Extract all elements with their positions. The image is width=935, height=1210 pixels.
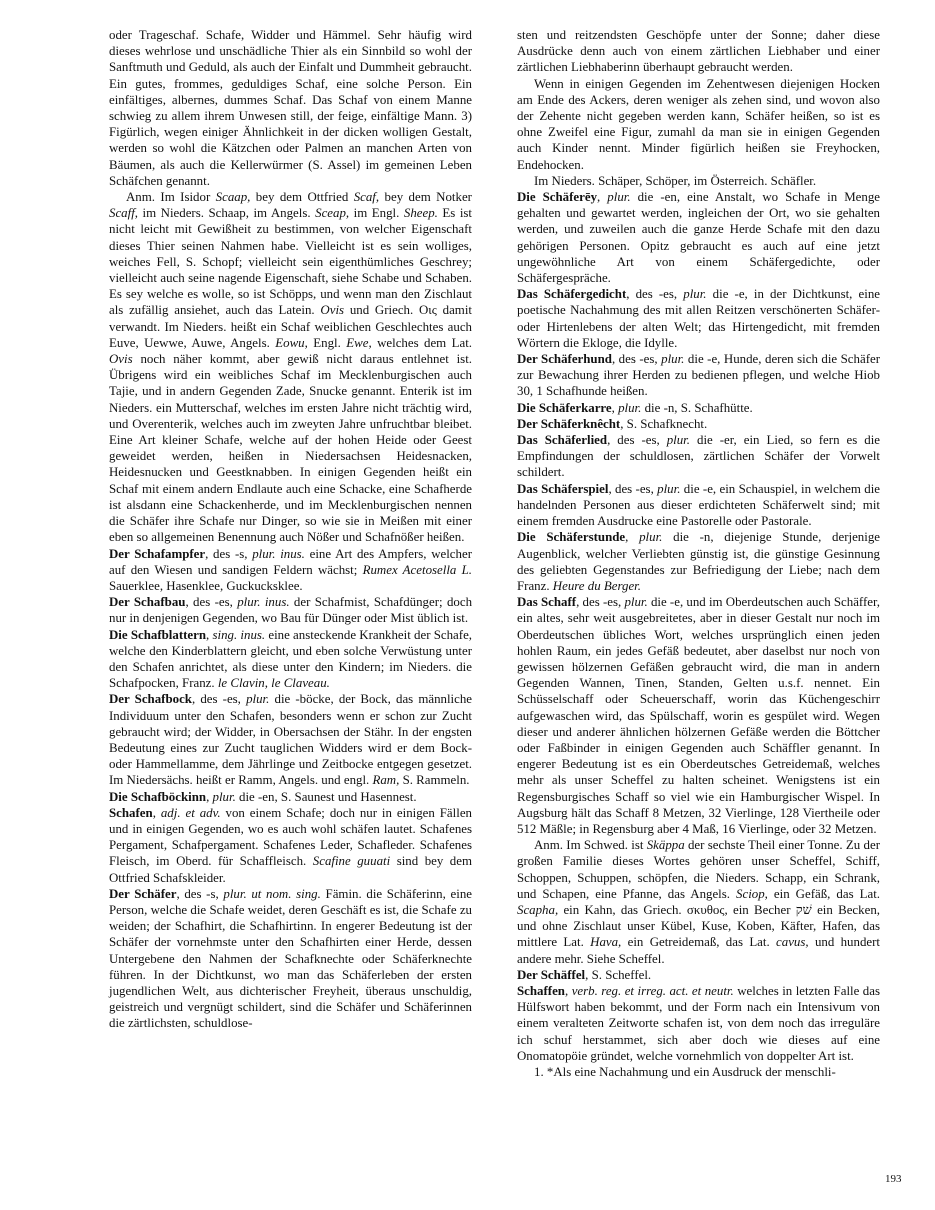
- italic-term: Skäppa: [646, 838, 685, 853]
- italic-term: plur. ut nom. sing.: [223, 886, 321, 901]
- text-run: die -en, S. Saunest und Hasennest.: [235, 789, 417, 804]
- text-run: welches dem Lat.: [371, 335, 473, 350]
- text-run: der Schafmist, Schafdünger; doch nur in denjenigen Gegenden, wo Bau für Dünger oder Mist üblich ist.: [109, 595, 473, 626]
- italic-term: plur.: [624, 595, 648, 610]
- italic-term: verb. reg. et irreg. act. et neutr.: [571, 983, 734, 998]
- paragraph: [517, 1064, 880, 1080]
- text-run: noch näher kommt, aber gewiß nicht daraus entlehnet ist. Übrigens wird ein weibliches Schaf im Mecklenburgischen auch Tajie, und in andern Gegenden Zade, Snucke genannt. Enterik ist im Nieders. ein Mutterschaf, welches im ersten Jahre nicht trächtig wird, und Overenterik, welches auch im zweyten Jahre unfruchtbar bleibet. Eine Art kleiner Schafe, welche auf der hohen Heide oder Geest geweidet werden, heißen in Niedersachsen Heidesnacken, Heidesnucken und Geestknabben. In einigen Gegenden heißt ein Schaf mit einem andern Endlaute auch eine Schacke, eine Schafherde ist alsdann eine Schackenherde, und im Mecklenburgischen nennen die Schäfer ihre Schafe nur Dinger, so wie sie in Meißen mit einer eben so allgemeinen Benennung auch Nößer und Schafnößer heißen.: [109, 352, 472, 545]
- text-run: die -e, und im Oberdeutschen auch Schäffer, ein altes, sehr weit ausgebreitetes, aber in dieser Gestalt nur noch im Oberdeutschen übliches Wort, welches ursprünglich einen jeden hohlen Raum, ein jedes Gefäß bedeutet, aber daselbst nur noch von gewissen hölzernen Gefäßen gebraucht wird, die man in andern Gegenden Wannen, Tinen, Standen, Gelten u.s.f. nennet. Ein Schüsselschaff oder Scheuerschaff, worin das Küchengeschirr aufgewaschen wird, das Spülschaff, worin es gespület wird. Wegen dieser und anderer ähnlichen hölzernen Gefäße werden die Böttcher oder Faßbinder in einigen Gegenden auch Schäffler genannt. In engerer Bedeutung ist es ein Oberdeutsches Getreidemaß, welches mehr als unser Scheffel zu halten scheinet. Wenigstens ist ein Regensburgisches Schaff so viel wie ein Hamburgischer Wispel. In Augsburg hält das Schaff 8 Metzen, 32 Vierlinge, 128 Viertheile oder 512 Mäßle; in Regensburg aber 4 Maß, 16 Vierlinge, oder 32 Metzen.: [517, 595, 881, 836]
- paragraph: [517, 400, 880, 416]
- text-run: ,: [611, 400, 619, 415]
- text-run: , des -es,: [191, 692, 247, 707]
- text-run: eine Art des Ampfers, welcher auf den Wiesen und sandigen Feldern wächst;: [109, 546, 472, 577]
- italic-term: plur.: [666, 433, 690, 448]
- text-run: , des -es,: [576, 595, 625, 610]
- paragraph: [109, 886, 472, 1032]
- italic-term: plur.: [639, 530, 663, 545]
- entry-headword: Schafen: [109, 805, 153, 820]
- text-run: ein Gefäß, das Lat.: [767, 886, 881, 901]
- italic-term: Ewe,: [346, 335, 372, 350]
- italic-term: Eowu,: [275, 335, 308, 350]
- italic-term: le Clavin, le Claveau.: [217, 676, 330, 691]
- paragraph: [517, 432, 880, 481]
- text-run: , des -es,: [608, 481, 658, 496]
- text-run: ein Kahn, das Griech. σκυθος, ein Becher שׁק ein Becken, und ohne Zischlaut unser Kübel, Kuse, Koben, Käfter, Hafen, das mittlere Lat.: [517, 902, 880, 950]
- text-run: ,: [152, 805, 161, 820]
- paragraph: [517, 189, 880, 286]
- italic-term: Hava,: [590, 935, 622, 950]
- paragraph: [517, 76, 880, 173]
- paragraph: [517, 351, 880, 400]
- italic-term: Scaf,: [353, 190, 380, 205]
- entry-headword: Der Schäfer: [109, 886, 177, 901]
- text-run: Anm. Im Isidor: [126, 190, 216, 205]
- text-run: ,: [597, 190, 608, 205]
- left-column: [109, 27, 472, 1032]
- text-run: die -n, S. Schafhütte.: [641, 400, 753, 415]
- entry-headword: Das Schäfergedicht: [517, 287, 627, 302]
- text-run: im Engl.: [349, 206, 404, 221]
- right-column: [517, 27, 880, 1080]
- entry-headword: Die Schafböckinn: [109, 789, 207, 804]
- text-run: die -e, ein Schauspiel, in welchem die handelnden Personen aus dieser erdichteten Schäferwelt sind; mit einem fremden Ausdrucke eine Pastorelle oder Pastorale.: [517, 481, 881, 529]
- italic-term: plur.: [212, 789, 236, 804]
- text-run: die -en, eine Anstalt, wo Schafe in Menge gehalten und gewartet werden, ingleichen der Ort, wo sie gehalten werden, und zuweilen auch die ganze Herde Schafe mit den dazu gehörigen Personen. Opitz gebraucht es auch auf eine jetzt ungewöhnliche Art von einem Schäfergedichte, oder Schäfergespräche.: [517, 190, 881, 286]
- text-run: , des -s,: [205, 546, 253, 561]
- entry-headword: Das Schäferspiel: [517, 481, 609, 496]
- italic-term: plur.: [683, 287, 707, 302]
- italic-term: Sciop,: [736, 886, 768, 901]
- italic-term: Scaap,: [215, 190, 251, 205]
- paragraph: [109, 189, 472, 545]
- text-run: welches in letzten Falle das Hülfswort haben bekommt, und der Form nach ein Intensivum von einem veralteten Zeitworte schafen ist, von dem noch das irreguläre ich schuf herstammet, sich aber doch wie dieses auf eine Onomatopöie gründet, welche vornehmlich von doppelter Art ist.: [517, 983, 880, 1063]
- text-run: Engl.: [307, 335, 347, 350]
- entry-headword: Der Schafampfer: [109, 546, 206, 561]
- italic-term: sing. inus.: [212, 627, 266, 642]
- italic-term: cavus,: [776, 935, 809, 950]
- entry-headword: Das Schäferlied: [517, 433, 608, 448]
- italic-term: plur.: [657, 481, 681, 496]
- text-run: ,: [206, 627, 213, 642]
- text-run: die -böcke, der Bock, das männliche Individuum unter den Schafen, besonders wenn er schon zur Zucht gebraucht wird; der Widder, in Obersachsen der Stähr. In der engsten Bedeutung eines zur Zucht tauglichen Widders wird er dem Bock- oder Hammellamme, dem Jährlinge und Zeitbocke entgegen gesetzet. Im Niedersächs. heißt er Ramm, Angels. und engl.: [109, 692, 473, 788]
- text-run: S. Rammeln.: [399, 773, 470, 788]
- paragraph: [109, 789, 472, 805]
- text-run: Es ist nicht leicht mit Gewißheit zu bestimmen, von welcher Eigenschaft dieses Thier seinen Nahmen habe. Vielleicht ist es sein wolliges, weiches Fell, S. Schopf; vielleicht sein eigenthümliches Geschrey; vielleicht auch seine nagende Eigenschaft, siehe Schabe und Schaben. Es sey welche es wolle, so ist Schöpps, und wenn man den Zischlaut als zufällig ansiehet, auch das Latein.: [109, 206, 472, 318]
- text-run: der sechste Theil einer Tonne. Zu der großen Familie dieses Wortes gehören unser Scheffel, Schiff, Schoppen, Schuppen, schöpfen, die Nieders. Schapp, ein Schrank, und Schapen, eine Pfanne, das Angels.: [517, 838, 880, 901]
- paragraph: [517, 173, 880, 189]
- text-run: , des -es,: [626, 287, 684, 302]
- text-run: bey dem Ottfried: [250, 190, 354, 205]
- paragraph: [109, 594, 472, 626]
- italic-term: Heure du Berger.: [552, 578, 641, 593]
- italic-term: Scapha,: [517, 902, 559, 917]
- italic-term: Ovis: [109, 352, 133, 367]
- entry-headword: Das Schaff: [517, 595, 577, 610]
- italic-term: plur.: [661, 352, 685, 367]
- entry-headword: Der Schäferknêcht: [517, 416, 621, 431]
- italic-term: plur. inus.: [252, 546, 305, 561]
- paragraph: [109, 805, 472, 886]
- paragraph: [517, 983, 880, 1064]
- paragraph: [517, 837, 880, 967]
- italic-term: Scaff,: [109, 206, 138, 221]
- paragraph: [517, 27, 880, 76]
- text-run: , des -s,: [176, 886, 224, 901]
- paragraph: [517, 967, 880, 983]
- text-run: im Nieders. Schaap, im Angels.: [138, 206, 316, 221]
- text-run: , S. Schafknecht.: [620, 416, 708, 431]
- italic-term: plur.: [618, 400, 642, 415]
- text-run: sind bey dem Ottfried Schafskleider.: [109, 854, 473, 885]
- text-run: ,: [564, 983, 572, 998]
- italic-term: Rumex Acetosella L.: [362, 562, 472, 577]
- entry-headword: Der Schäferhund: [517, 352, 612, 367]
- entry-headword: Die Schafblattern: [109, 627, 207, 642]
- text-run: Sauerklee, Hasenklee, Guckucksklee.: [109, 578, 303, 593]
- text-run: bey dem Notker: [379, 190, 472, 205]
- text-run: und hundert andere mehr. Siehe Scheffel.: [517, 935, 880, 966]
- italic-term: plur.: [246, 692, 270, 707]
- italic-term: plur. inus.: [237, 595, 290, 610]
- entry-headword: Schaffen: [517, 983, 565, 998]
- italic-term: Ovis: [320, 303, 345, 318]
- italic-term: Scafine guuati: [312, 854, 391, 869]
- italic-term: plur.: [607, 190, 631, 205]
- text-run: die -n, diejenige Stunde, derjenige Augenblick, welcher Verliebten günstig ist, die günstige Gesinnung des geliebten Gegenstandes zur Befriedigung der Liebe; nach dem Franz.: [517, 530, 880, 593]
- text-run: die -e, in der Dichtkunst, eine poetische Nachahmung des mit allen Reitzen verschönerten Schäfer- oder Hirtenlebens der alten Welt; das Hirtengedicht, mit fremden Wörtern die Ekloge, die Idylle.: [517, 287, 880, 350]
- text-run: ,: [206, 789, 213, 804]
- text-run: sten und reitzendsten Geschöpfe unter der Sonne; daher diese Ausdrücke denn auch von einem zärtlichen Liebhaber und einer zärtlichen Liebhaberinn überhaupt gebraucht werden.: [517, 28, 880, 75]
- text-run: ein Getreidemaß, das Lat.: [621, 935, 777, 950]
- text-run: , des -es,: [185, 595, 238, 610]
- entry-headword: Der Schafbau: [109, 595, 186, 610]
- paragraph: [109, 27, 472, 189]
- italic-term: Sheep.: [403, 206, 438, 221]
- page-number: 193: [885, 1173, 902, 1185]
- italic-term: Ram,: [372, 773, 400, 788]
- italic-term: adj. et adv.: [160, 805, 221, 820]
- entry-headword: Der Schäffel: [517, 967, 586, 982]
- text-run: Wenn in einigen Gegenden im Zehentwesen diejenigen Hocken am Ende des Ackers, deren weniger als zehen sind, und wovon also der Zehente nicht gegeben werden kann, Schäfer heißen, so ist es ohne Zweifel eine Figur, zumahl da man sie in einigen Gegenden auch Kinder nennt. Minder figürlich heißen sie Freyhocken, Endehocken.: [517, 76, 880, 172]
- paragraph: [109, 691, 472, 788]
- paragraph: [517, 529, 880, 594]
- text-run: Fämin. die Schäferinn, eine Person, welche die Schafe weidet, deren Geschäft es ist, die Schafe zu weiden; der Schafhirt, die Schafhirtinn. In engerer Bedeutung ist der Schäfer der vornehmste unter den Schafhirten einer Herde, dessen Untergebene den Nahmen der Schafknechte oder Schäferknechte führen. In der Dichtkunst, wo man das Schäferleben der ersten jugendlichen Welt, aus dichterischer Freyheit, überaus unschuldig, geistreich und vergnügt schildert, sind die Schäfer und Schäferinnen die zärtlichsten, schuldlose-: [109, 886, 472, 1031]
- paragraph: [517, 594, 880, 837]
- text-run: eine ansteckende Krankheit der Schafe, welche den Kinderblattern gleicht, und eben solche Verwüstung unter den Schafen anrichtet, als diese unter den Kindern; im Nieders. die Schafpocken, Franz.: [109, 627, 473, 691]
- paragraph: [517, 481, 880, 530]
- italic-term: Sceap,: [315, 206, 350, 221]
- paragraph: [517, 286, 880, 351]
- text-run: ,: [625, 530, 640, 545]
- paragraph: [109, 627, 472, 692]
- paragraph: [109, 546, 472, 595]
- text-run: 1. *Als eine Nachahmung und ein Ausdruck der menschli-: [534, 1065, 836, 1079]
- entry-headword: Der Schafbock: [109, 692, 192, 707]
- text-run: Im Nieders. Schäper, Schöper, im Österreich. Schäfler.: [534, 173, 817, 188]
- text-run: , des -es,: [611, 352, 662, 367]
- text-run: , des -es,: [607, 433, 667, 448]
- text-run: die -er, ein Lied, so fern es die Empfindungen der schuldlosen, zärtlichen Schäfer der Vorwelt schildert.: [517, 433, 880, 480]
- text-run: Anm. Im Schwed. ist: [534, 838, 647, 853]
- entry-headword: Die Schäferkarre: [517, 400, 612, 415]
- text-run: und Griech. Οις damit verwandt. Im Nieders. heißt ein Schaf weiblichen Geschlechtes auch Euve, Uewwe, Auwe, Angels.: [109, 303, 472, 350]
- entry-headword: Die Schäferstunde: [517, 530, 626, 545]
- text-run: von einem Schafe; doch nur in einigen Fällen und in einigen Gegenden, wo es auch wohl schäfen lautet. Schafenes Pergament, Schafpergament. Schafenes Leder, Schafleder. Schafenes Fleisch, im Oberd. für Schaffleisch.: [109, 805, 472, 869]
- text-run: oder Trageschaf. Schafe, Widder und Hämmel. Sehr häufig wird dieses wehrlose und unschädliche Thier als ein Sinnbild so wohl der Sanftmuth und Geduld, als auch der Einfalt und Dummheit gebraucht. Ein gutes, frommes, geduldiges Schaf, eine solche Person. Ein einfältiges, albernes, dummes Schaf. Das Schaf von einem Manne schwieg zu allem ihrem Unwesen still, der feige, einfältige Mann. 3) Figürlich, wegen einiger Ähnlichkeit in der dicken wolligen Gestalt, werden so wohl die Kätzchen oder Palmen an manchen Arten von Bäumen, als auch die Kellerwürmer (S. Assel) im gemeinen Leben Schäfchen genannt.: [109, 28, 472, 188]
- paragraph: [517, 416, 880, 432]
- text-run: , S. Scheffel.: [585, 967, 652, 982]
- entry-headword: Die Schäferēy: [517, 190, 598, 205]
- text-run: die -e, Hunde, deren sich die Schäfer zur Bewachung ihrer Herden zu bedienen pflegen, und welche Hiob 30, 1 Schafhunde heißen.: [517, 352, 881, 399]
